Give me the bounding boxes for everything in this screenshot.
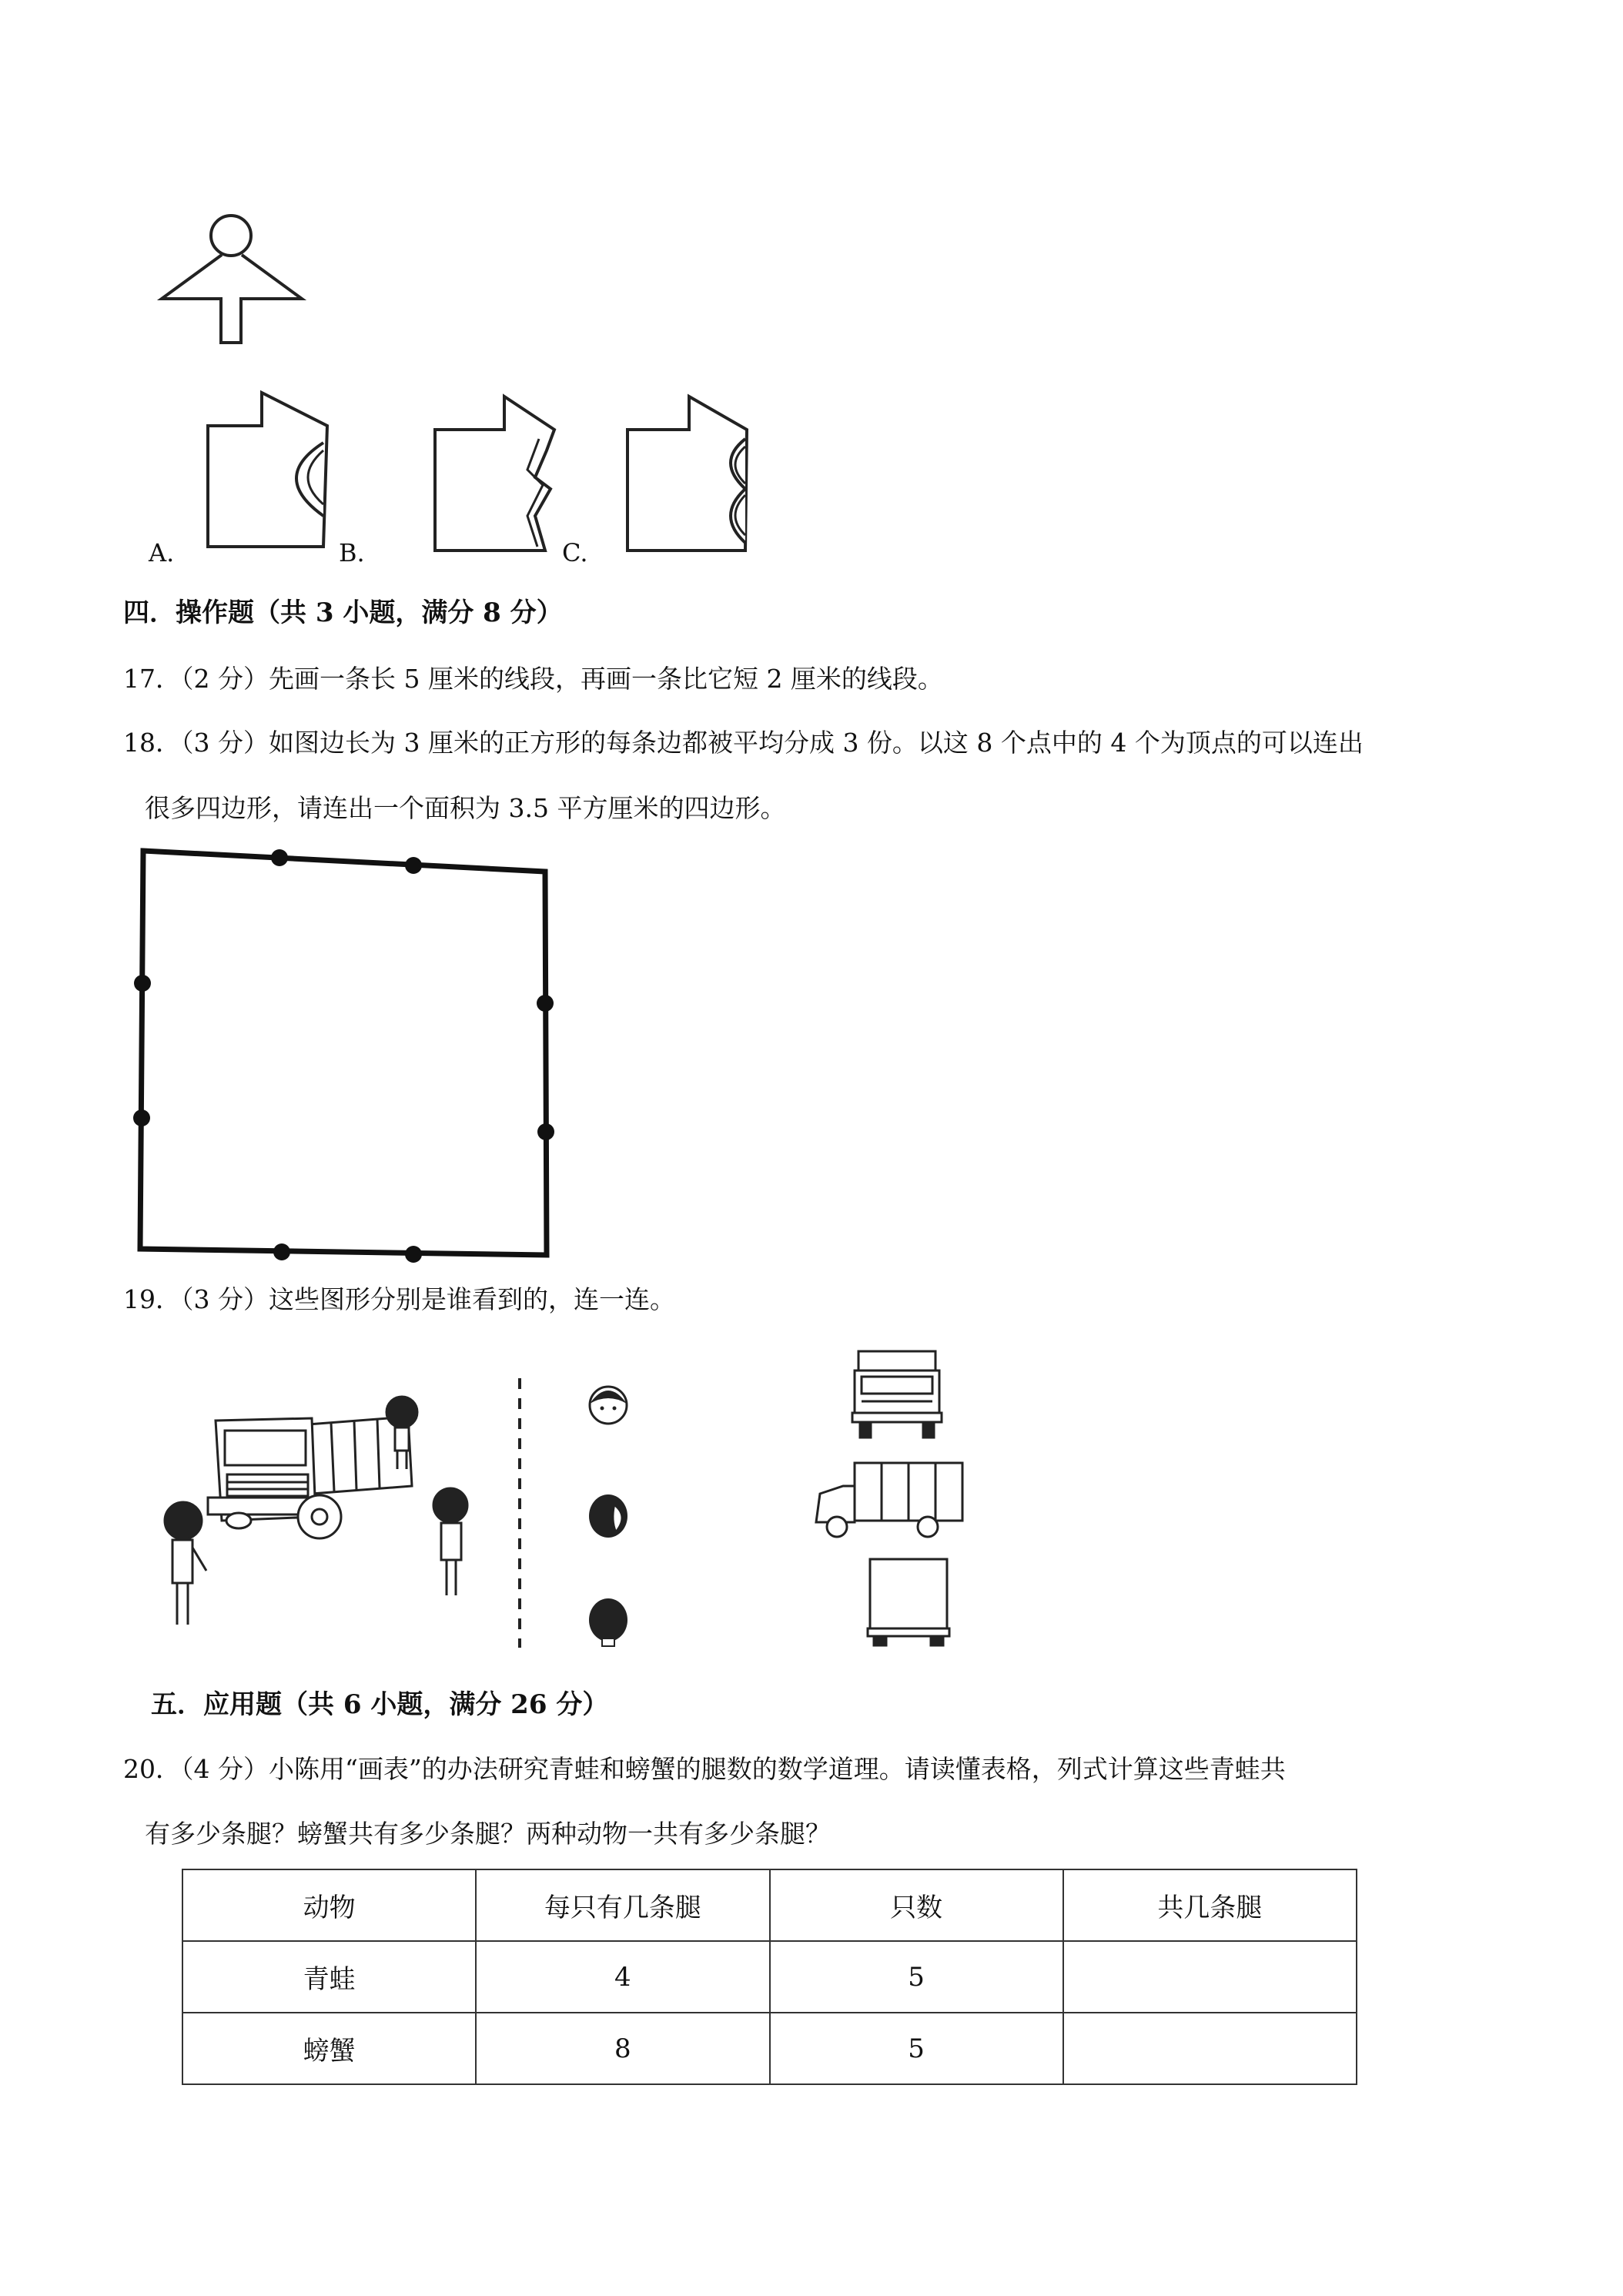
table-row [182,1941,1357,2013]
legs-table [182,1869,1357,2085]
table-cell: 螃蟹 [182,2013,476,2084]
section-5-heading: 五．应用题（共 6 小题，满分 26 分） [151,1689,609,1720]
table-cell: 8 [476,2013,769,2084]
question-20-line-2: 有多少条腿？螃蟹共有多少条腿？两种动物一共有多少条腿？ [145,1819,831,1849]
table-header-cell: 共几条腿 [1063,1869,1357,1941]
table-cell: 青蛙 [182,1941,476,2013]
point-bottom-1 [273,1243,290,1260]
point-left-1 [134,975,151,992]
point-bottom-2 [405,1246,422,1263]
point-left-2 [133,1110,150,1126]
square-with-points-figure [131,847,562,1263]
head-front-view-icon[interactable] [585,1382,631,1428]
table-answer-cell[interactable] [1063,1941,1357,2013]
truck-front-view-icon[interactable] [851,1347,943,1440]
table-row [182,2013,1357,2084]
option-b-zigzag-figure [431,393,562,558]
question-19: 19．（3 分）这些图形分别是谁看到的，连一连。 [123,1284,675,1314]
truck-side-view-icon[interactable] [812,1459,966,1544]
point-top-1 [271,849,288,866]
option-a-label[interactable]: A. [149,538,175,567]
head-side-view-icon[interactable] [585,1490,631,1544]
question-20-line-1: 20．（4 分）小陈用“画表”的办法研究青蛙和螃蟹的腿数的数学道理。请读懂表格，列式计算这些青蛙共 [123,1754,1286,1784]
point-top-2 [405,857,422,874]
head-back-view-icon[interactable] [585,1594,631,1648]
question-18-line-1: 18．（3 分）如图边长为 3 厘米的正方形的每条边都被平均分成 3 份。以这 8 个点中的 4 个为顶点的可以连出 [123,728,1364,758]
table-header-cell: 每只有几条腿 [476,1869,769,1941]
point-right-1 [537,995,554,1012]
table-header-row [182,1869,1357,1941]
option-a-fold-figure [204,389,335,554]
truck-scene-illustration [154,1394,508,1648]
table-header-cell: 动物 [182,1869,476,1941]
option-b-label[interactable]: B. [339,538,365,567]
question-17: 17．（2 分）先画一条长 5 厘米的线段，再画一条比它短 2 厘米的线段。 [123,664,943,694]
option-c-label[interactable]: C. [562,538,588,567]
table-cell: 5 [770,1941,1063,2013]
dashed-divider [516,1378,524,1648]
section-4-heading: 四．操作题（共 3 小题，满分 8 分） [123,597,563,628]
option-c-double-arc-figure [624,393,755,558]
question-18-line-2: 很多四边形，请连出一个面积为 3.5 平方厘米的四边形。 [145,793,786,823]
paper-figure [154,208,308,346]
table-cell: 5 [770,2013,1063,2084]
table-cell: 4 [476,1941,769,2013]
table-header-cell: 只数 [770,1869,1063,1941]
point-right-2 [537,1123,554,1140]
truck-back-view-icon[interactable] [866,1555,951,1648]
table-answer-cell[interactable] [1063,2013,1357,2084]
